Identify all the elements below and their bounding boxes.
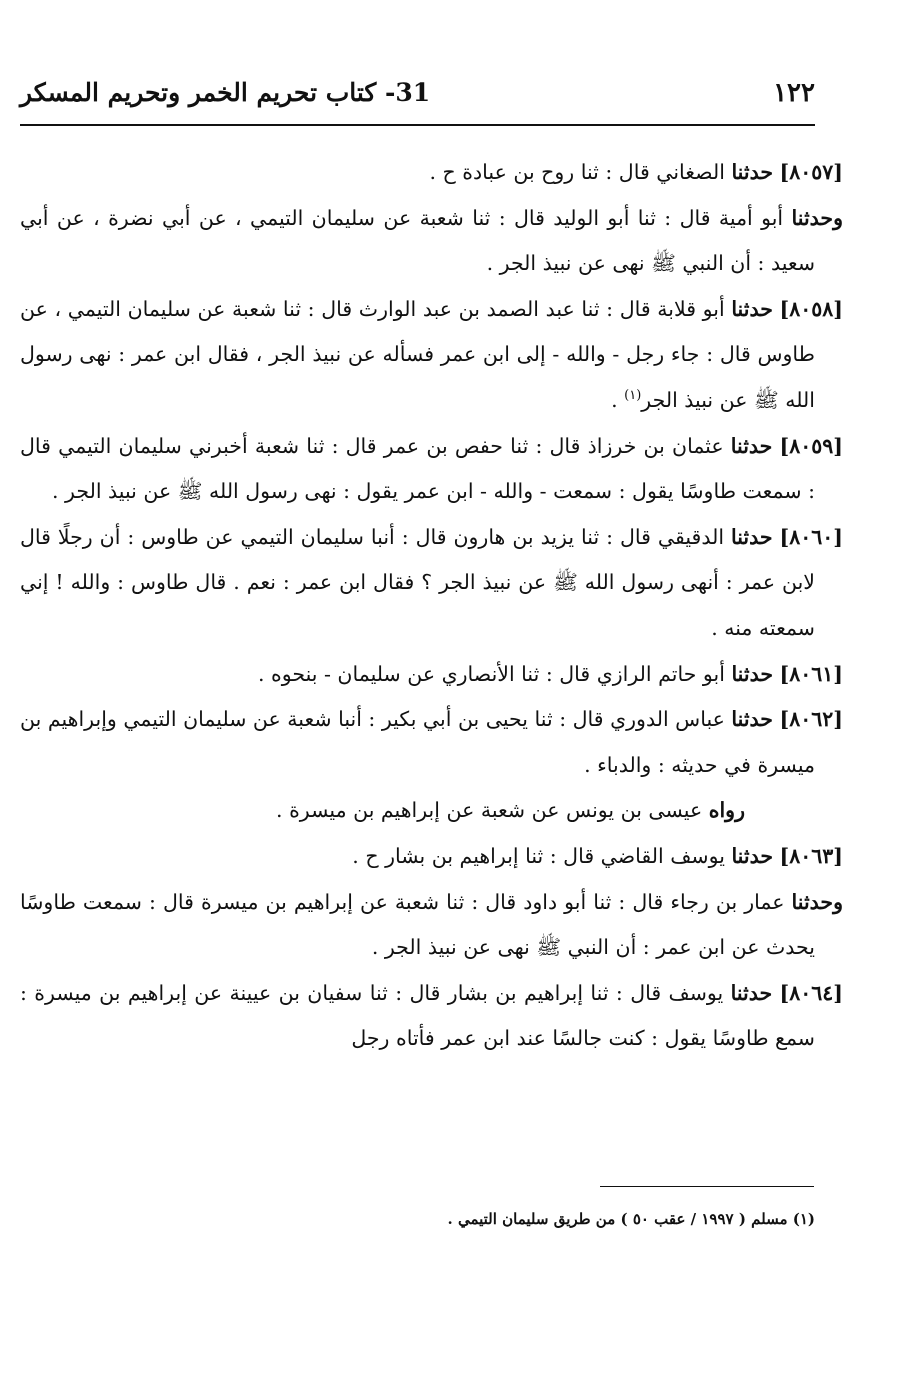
hadith-text: يوسف قال : ثنا إبراهيم بن بشار قال : ثنا سفيان بن عيينة عن إبراهيم بن ميسرة : سمع طاوسًا يقول : كنت جالسًا عند ابن عمر فأتاه رجل [20,980,815,1051]
hadith-number: [٨٠٦٢] [779,707,843,732]
footnote-divider [600,1186,814,1187]
hadith-text: عثمان بن خرزاذ قال : ثنا حفص بن عمر قال : ثنا شعبة أخبرني سليمان التيمي قال : سمعت طاوسًا يقول : سمعت - والله - ابن عمر يقول : نهى رسول الله ﷺ عن نبيذ الجر . [20,433,815,504]
hadith-text: يوسف القاضي قال : ثنا إبراهيم بن بشار ح . [352,843,725,868]
hadith-paragraph [20,652,843,698]
hadith-number: [٨٠٥٧] [779,160,843,184]
hadith-text: الصغاني قال : ثنا روح بن عبادة ح . [429,160,725,184]
narration-keyword: وحدثنا [791,205,843,230]
hadith-number: [٨٠٥٩] [779,433,843,458]
narration-keyword: حدثنا [731,160,774,184]
hadith-text: الدقيقي قال : ثنا يزيد بن هارون قال : أنبا سليمان التيمي عن طاوس : أن رجلًا قال لابن عمر : أنهى رسول الله ﷺ عن نبيذ الجر ؟ فقال ابن عمر : نعم . قال طاوس : والله ! إني سمعته منه . [20,524,815,640]
hadith-number: [٨٠٦٠] [779,524,843,549]
hadith-text: أبو أمية قال : ثنا أبو الوليد قال : ثنا شعبة عن سليمان التيمي ، عن أبي نضرة ، عن أبي سعيد : أن النبي ﷺ نهى عن نبيذ الجر . [20,205,815,276]
footnote: (١) مسلم ( ١٩٩٧ / عقب ٥٠ ) من طريق سليمان التيمي . [447,1210,815,1228]
hadith-continuation [20,788,815,834]
hadith-continuation [20,196,843,287]
header-divider [20,124,815,126]
footnote-reference[interactable]: (١) [624,388,642,404]
page-number: ١٢٢ [773,78,815,108]
hadith-paragraph [20,150,843,196]
hadith-text: عيسى بن يونس عن شعبة عن إبراهيم بن ميسرة . [276,798,703,823]
narration-keyword: وحدثنا [791,889,843,914]
hadith-paragraph [20,834,843,880]
page-header [20,78,815,122]
hadith-number: [٨٠٦٣] [779,843,843,868]
hadith-continuation [20,880,843,971]
hadith-number: [٨٠٦٤] [779,980,843,1005]
narration-keyword: حدثنا [731,707,773,732]
narration-keyword: حدثنا [731,296,773,321]
narration-keyword: حدثنا [731,661,774,686]
hadith-text-body [20,150,843,1062]
chapter-title: 31- كتاب تحريم الخمر وتحريم المسكر [20,78,431,107]
hadith-text: عمار بن رجاء قال : ثنا أبو داود قال : ثنا شعبة عن إبراهيم بن ميسرة قال : سمعت طاوسًا يحدث عن ابن عمر : أن النبي ﷺ نهى عن نبيذ الجر . [20,889,815,960]
hadith-text: أبو حاتم الرازي قال : ثنا الأنصاري عن سليمان - بنحوه . [257,661,725,686]
narration-keyword: حدثنا [730,980,773,1005]
narration-keyword: حدثنا [730,433,773,458]
hadith-number: [٨٠٥٨] [779,296,843,321]
hadith-paragraph [20,515,843,652]
hadith-text: أبو قلابة قال : ثنا عبد الصمد بن عبد الوارث قال : ثنا شعبة عن سليمان التيمي ، عن طاوس قال : جاء رجل - والله - إلى ابن عمر فسأله عن نبيذ الجر ، فقال ابن عمر : نهى رسول الله ﷺ عن نبيذ الجر [20,296,815,412]
narration-keyword: حدثنا [731,843,774,868]
hadith-paragraph [20,424,843,515]
hadith-paragraph [20,287,843,424]
hadith-text: عباس الدوري قال : ثنا يحيى بن أبي بكير : أنبا شعبة عن سليمان التيمي وإبراهيم بن ميسرة في حديثه : والدباء . [20,707,815,777]
hadith-text-tail: . [611,387,625,412]
hadith-number: [٨٠٦١] [779,661,843,686]
narration-keyword: رواه [708,798,745,823]
hadith-paragraph [20,697,843,788]
narration-keyword: حدثنا [731,524,773,549]
hadith-paragraph [20,971,843,1062]
